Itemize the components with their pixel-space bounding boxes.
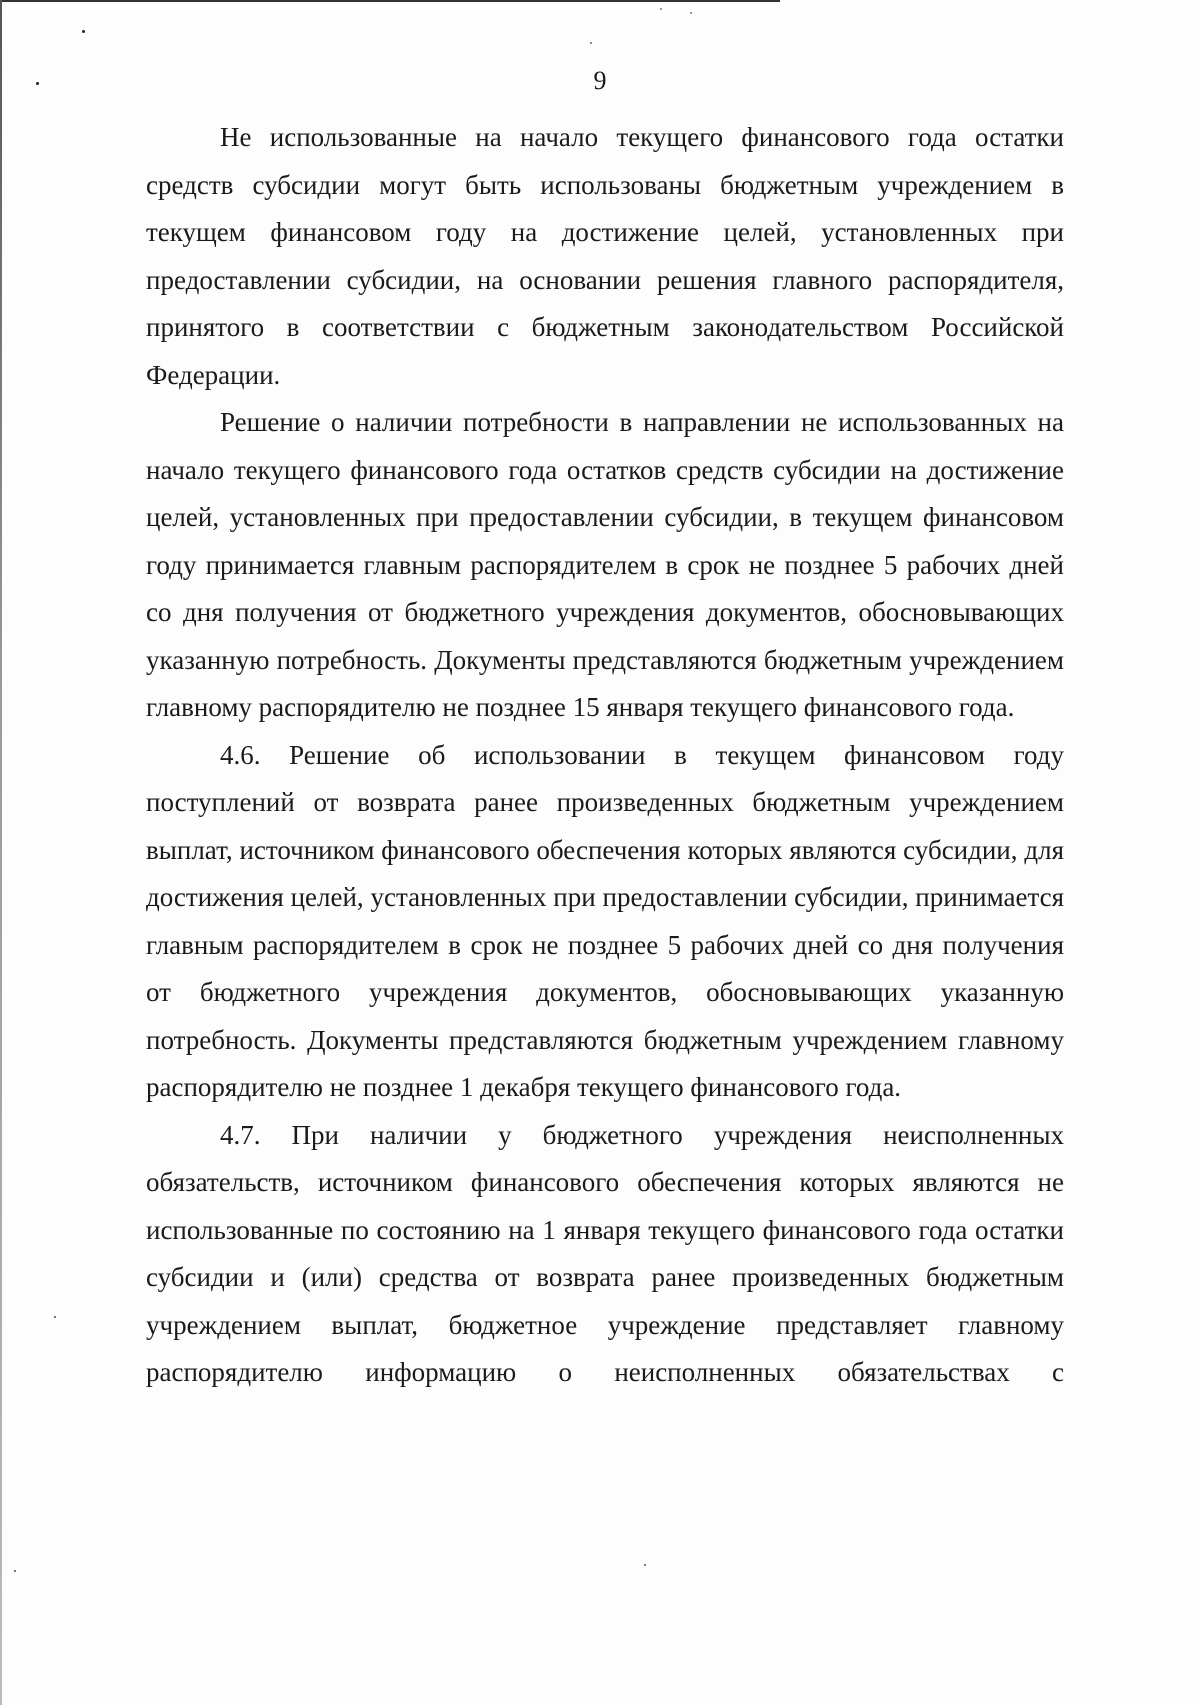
- scan-speck: [14, 1570, 16, 1572]
- scan-speck: [690, 12, 692, 14]
- paragraph-section-4-7: 4.7. При наличии у бюджетного учреждения неисполненных обязательств, источником финансового обеспечения которых являются не использованные по состоянию на 1 января текущего финансового года остатки субсидии и (или) средства от возврата ранее произведенных бюджетным учреждением выплат, бюджетное учреждение представляет главному распорядителю информацию о неисполненных обязательствах с: [146, 1119, 1064, 1387]
- page-number: 9: [593, 66, 607, 95]
- document-body: [146, 114, 1064, 1397]
- paragraph-decision-on-need: Решение о наличии потребности в направлении не использованных на начало текущего финансового года остатков средств субсидии на достижение целей, установленных при предоставлении субсидии, в текущем финансовом году принимается главным распорядителем в срок не позднее 5 рабочих дней со дня получения от бюджетного учреждения документов, обосновывающих указанную потребность. Документы представляются бюджетным учреждением главному распорядителю не позднее 15 января текущего финансового года.: [146, 407, 1064, 722]
- paragraph-section-4-6: 4.6. Решение об использовании в текущем финансовом году поступлений от возврата ранее произведенных бюджетным учреждением выплат, источником финансового обеспечения которых являются субсидии, для достижения целей, установленных при предоставлении субсидии, принимается главным распорядителем в срок не позднее 5 рабочих дней со дня получения от бюджетного учреждения документов, обосновывающих указанную потребность. Документы представляются бюджетным учреждением главному распорядителю не позднее 1 декабря текущего финансового года.: [146, 739, 1064, 1102]
- scan-top-border: [0, 0, 780, 2]
- scan-left-edge: [0, 0, 2, 1705]
- scan-speck: [644, 1564, 646, 1566]
- scan-speck: [660, 8, 662, 10]
- scan-speck: [590, 42, 592, 44]
- paragraph-unused-balances: Не использованные на начало текущего финансового года остатки средств субсидии могут быть использованы бюджетным учреждением в текущем финансовом году на достижение целей, установленных при предоставлении субсидии, на основании решения главного распорядителя, принятого в соответствии с бюджетным законодательством Российской Федерации.: [146, 122, 1064, 390]
- scan-speck: [82, 30, 85, 33]
- scan-speck: [54, 1316, 56, 1318]
